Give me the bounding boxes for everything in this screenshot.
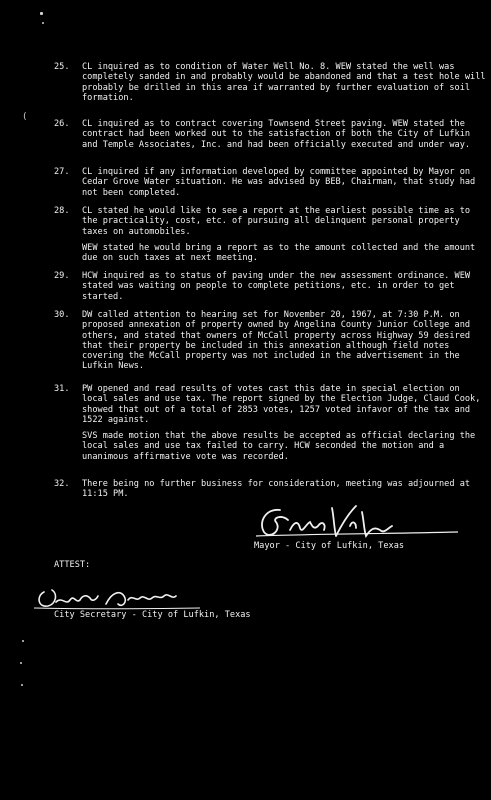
item-number: 26. bbox=[54, 119, 70, 129]
mayor-caption: Mayor - City of Lufkin, Texas bbox=[254, 541, 405, 551]
mayor-signature bbox=[252, 500, 462, 542]
item-text: SVS made motion that the above results be accepted as official declaring the local sales and use tax failed to carry. HCW seconded the motion and a unanimous affirmative vote was recorded. bbox=[82, 431, 476, 462]
attest-label: ATTEST: bbox=[54, 560, 91, 570]
item-text: CL inquired if any information developed by committee appointed by Mayor on Cedar Grove Water situation. He was advised by BEB, Chairman, that study had not been completed. bbox=[82, 167, 476, 198]
item-text: HCW inquired as to status of paving under the new assessment ordinance. WEW stated was waiting on people to complete petitions, etc. in order to get started. bbox=[82, 271, 471, 302]
item-text: CL inquired as to contract covering Townsend Street paving. WEW stated the contract had been worked out to the satisfaction of both the City of Lufkin and Temple Associates, Inc. and had been officially executed and under way. bbox=[82, 119, 471, 150]
item-text: CL inquired as to condition of Water Well No. 8. WEW stated the well was completely sanded in and probably would be abandoned and that a test hole will probably be drilled in this area if warranted by further evaluation of soil formation. bbox=[82, 62, 486, 103]
item-text: PW opened and read results of votes cast this date in special election on local sales and use tax. The report signed by the Election Judge, Claud Cook, showed that out of a total of 2853 votes, 1257 voted infavor of the tax and 1522 against. bbox=[82, 384, 481, 425]
item-text: WEW stated he would bring a report as to the amount collected and the amount due on such taxes at next meeting. bbox=[82, 242, 476, 264]
item-number: 30. bbox=[54, 310, 70, 320]
item-number: 31. bbox=[54, 384, 70, 394]
scan-speck bbox=[20, 662, 22, 664]
scan-speck bbox=[21, 684, 23, 686]
item-number: 25. bbox=[54, 62, 70, 72]
item-text: There being no further business for consideration, meeting was adjourned at 11:15 PM. bbox=[82, 479, 471, 500]
item-number: 29. bbox=[54, 271, 70, 281]
item-text: CL stated he would like to see a report at the earliest possible time as to the practicality, cost, etc. of pursuing all delinquent personal property taxes on automobiles. bbox=[82, 206, 471, 237]
item-number: 27. bbox=[54, 167, 70, 177]
scan-speck bbox=[40, 12, 43, 15]
scan-speck bbox=[22, 640, 24, 642]
scan-speck bbox=[42, 22, 44, 24]
city-secretary-caption: City Secretary - City of Lufkin, Texas bbox=[54, 610, 251, 620]
item-number: 32. bbox=[54, 479, 70, 489]
item-text: DW called attention to hearing set for November 20, 1967, at 7:30 P.M. on proposed annexation of property owned by Angelina County Junior College and others, and stated that owners of McCall property across Highway 59 desired that their property be included in this annexation although field notes covering the McCall property was not included in the advertisement in the Lufkin News. bbox=[82, 310, 471, 372]
binder-hole-mark: ( bbox=[22, 112, 28, 122]
item-number: 28. bbox=[54, 206, 70, 216]
